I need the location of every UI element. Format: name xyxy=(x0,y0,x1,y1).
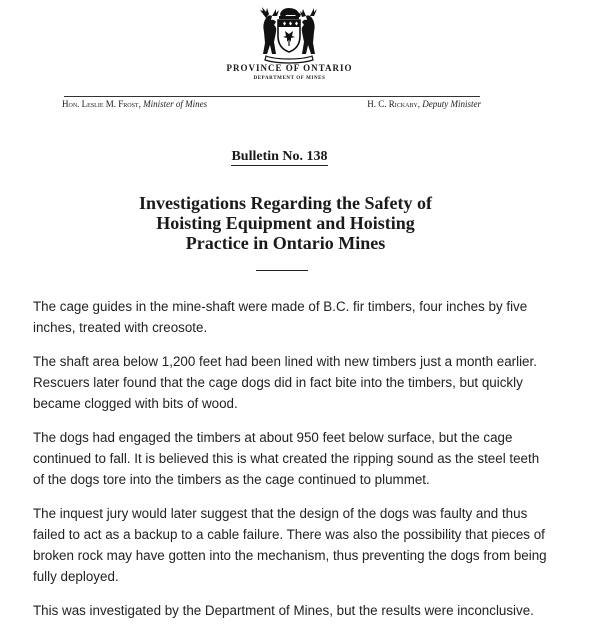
title-divider xyxy=(256,270,308,271)
body-paragraph: The inquest jury would later suggest that the design of the dogs was faulty and thus failed to act as a backup to a cable failure. There was also the possibility that pieces of broken rock may have gotten into the mechanism, thus preventing the dogs from being fully deployed. xyxy=(33,506,547,584)
body-paragraph: This was investigated by the Department of Mines, but the results were inconclusive. xyxy=(33,603,534,618)
department-heading: DEPARTMENT OF MINES xyxy=(253,76,326,81)
body-paragraph: The shaft area below 1,200 feet had been lined with new timbers just a month earlier. Rescuers later found that the cage dogs did in fact bite into the timbers, but quickly became clogged with bits of wood. xyxy=(33,354,537,411)
title-line: Practice in Ontario Mines xyxy=(185,233,386,253)
body-paragraph: The cage guides in the mine-shaft were made of B.C. fir timbers, four inches by five inches, treated with creosote. xyxy=(33,299,528,335)
title-line: Investigations Regarding the Safety of xyxy=(139,193,432,213)
minister-name: Hon. Leslie M. Frost, xyxy=(62,99,141,109)
header-divider xyxy=(64,96,480,97)
body-paragraph: The dogs had engaged the timbers at about 950 feet below surface, but the cage continued to fall. It is believed this is what created the ripping sound as the steel teeth of the dogs tore into the timbers as the cage continued to plummet. xyxy=(33,430,540,487)
document-title xyxy=(0,193,581,253)
province-heading: PROVINCE OF ONTARIO xyxy=(226,63,353,73)
deputy-name: H. C. Rickaby, xyxy=(367,99,420,109)
ontario-coat-of-arms-icon xyxy=(252,4,326,64)
minister-title: Minister of Mines xyxy=(143,99,208,109)
bulletin-number xyxy=(0,149,575,165)
body-text xyxy=(33,296,553,634)
bulletin-label: Bulletin No. 138 xyxy=(231,149,328,164)
title-line: Hoisting Equipment and Hoisting xyxy=(156,213,415,233)
deputy-line xyxy=(367,99,481,109)
deputy-title: Deputy Minister xyxy=(422,99,481,109)
minister-line xyxy=(62,99,207,109)
